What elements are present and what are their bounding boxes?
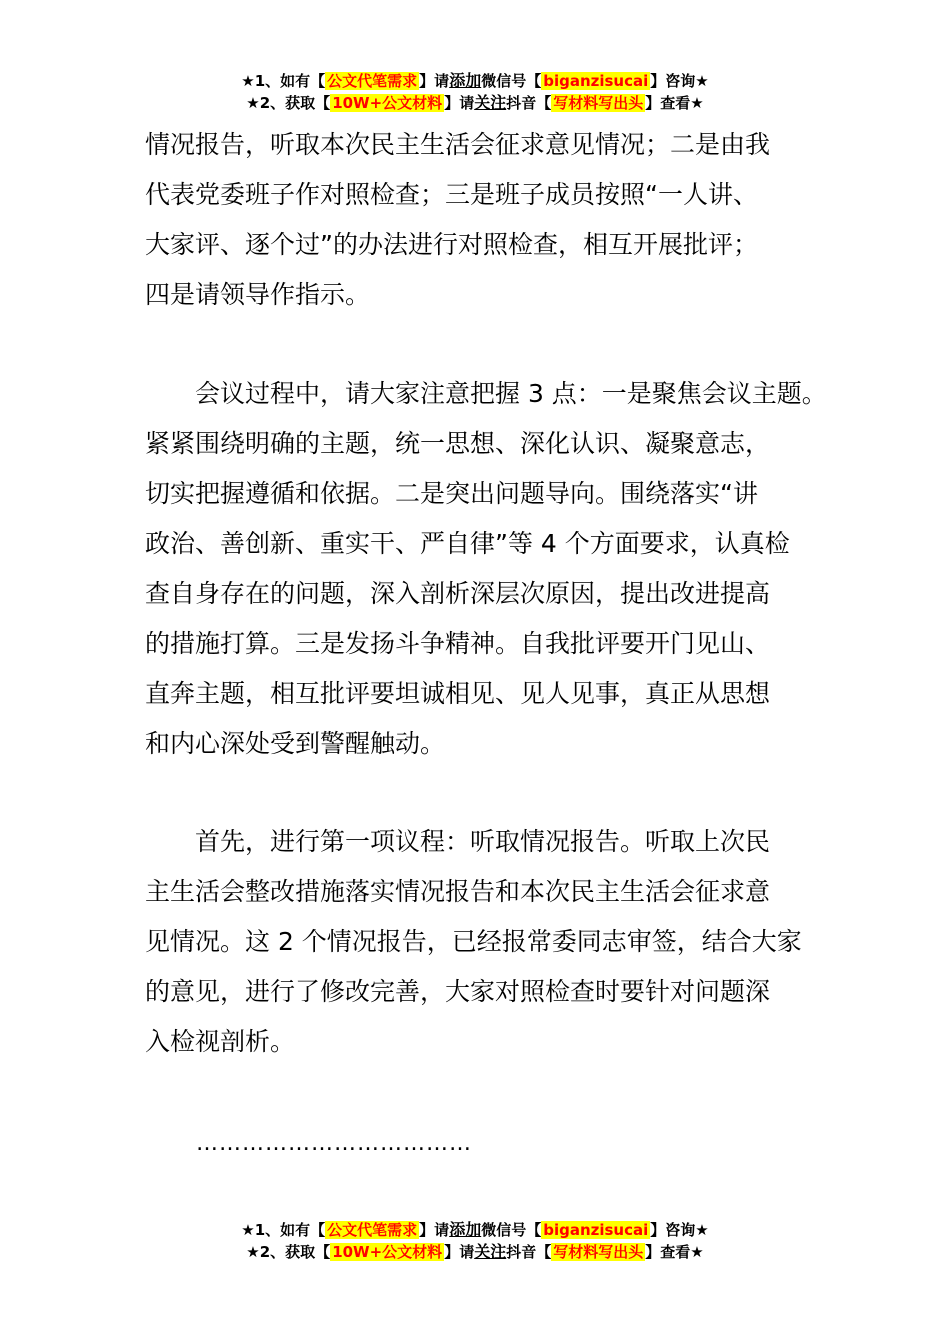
header-line-1: ★1、如有【 公文代笔需求 】请添加微信号【 biganzisucai 】咨询★ — [241, 71, 709, 90]
header-line-2: ★2、获取【 10W+公文材料 】请关注抖音【 写材料写出头 】查看★ — [246, 93, 704, 112]
underlined-add: 添加 — [449, 71, 482, 90]
footer-line-2: ★2、获取【 10W+公文材料 】请关注抖音【 写材料写出头 】查看★ — [246, 1242, 704, 1261]
text-line: 切实把握遵循和依据。二是突出问题导向。围绕落实“讲 — [145, 479, 758, 508]
highlight-materials: 10W+公文材料 — [332, 1243, 443, 1261]
text-line: 四是请领导作指示。 — [145, 280, 371, 309]
text-line: 的措施打算。三是发扬斗争精神。自我批评要开门见山、 — [145, 629, 771, 658]
text-line: 大家评、逐个过”的办法进行对照检查，相互开展批评； — [145, 230, 758, 259]
text-line: 和内心深处受到警醒触动。 — [145, 729, 446, 758]
paragraph-1 — [145, 120, 815, 320]
text-line: 入检视剖析。 — [145, 1027, 296, 1056]
text-line: 直奔主题，相互批评要坦诚相见、见人见事，真正从思想 — [145, 679, 771, 708]
highlight-service: 公文代笔需求 — [327, 1221, 418, 1239]
ellipsis: ……………………………… — [196, 1131, 472, 1156]
highlight-wechat-id: biganzisucai — [543, 72, 649, 90]
text-line: 情况报告，听取本次民主生活会征求意见情况；二是由我 — [145, 130, 771, 159]
text-line: 政治、善创新、重实干、严自律”等 4 个方面要求，认真检 — [145, 529, 790, 558]
text-line: 主生活会整改措施落实情况报告和本次民主生活会征求意 — [145, 877, 771, 906]
underlined-add: 添加 — [449, 1220, 482, 1239]
text-line: 见情况。这 2 个情况报告，已经报常委同志审签，结合大家 — [145, 927, 802, 956]
text-line: 代表党委班子作对照检查；三是班子成员按照“一人讲、 — [145, 180, 758, 209]
highlight-douyin-id: 写材料写出头 — [553, 94, 644, 112]
text-line: 首先，进行第一项议程：听取情况报告。听取上次民 — [145, 827, 771, 856]
highlight-douyin-id: 写材料写出头 — [553, 1243, 644, 1261]
header-banner — [0, 70, 950, 114]
paragraph-2 — [145, 369, 827, 769]
text-line: 会议过程中，请大家注意把握 3 点：一是聚焦会议主题。 — [145, 379, 827, 408]
text-line: 的意见，进行了修改完善，大家对照检查时要针对问题深 — [145, 977, 771, 1006]
footer-banner — [0, 1219, 950, 1263]
footer-line-1: ★1、如有【 公文代笔需求 】请添加微信号【 biganzisucai 】咨询★ — [241, 1220, 709, 1239]
text-line: 紧紧围绕明确的主题，统一思想、深化认识、凝聚意志， — [145, 429, 771, 458]
highlight-wechat-id: biganzisucai — [543, 1221, 649, 1239]
text-line: 查自身存在的问题，深入剖析深层次原因，提出改进提高 — [145, 579, 771, 608]
underlined-follow: 关注 — [474, 1242, 507, 1261]
underlined-follow: 关注 — [474, 93, 507, 112]
paragraph-3 — [145, 817, 815, 1067]
highlight-materials: 10W+公文材料 — [332, 94, 443, 112]
highlight-service: 公文代笔需求 — [327, 72, 418, 90]
